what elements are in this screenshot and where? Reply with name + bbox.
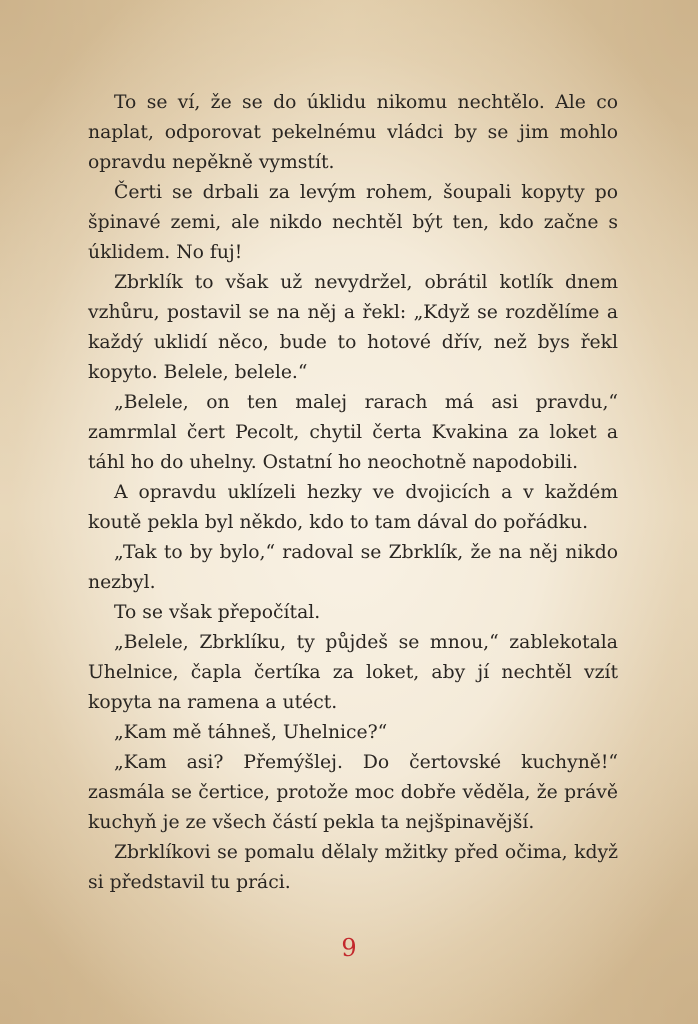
paragraph: Zbrklík to však už nevydržel, obrátil kotlík dnem vzhůru, postavil se na něj a řekl: „Když se rozdělíme a každý uklidí něco, bude to hotové dřív, než bys řekl kopyto. Belele, belele.“ bbox=[88, 272, 618, 383]
paragraph: „Kam mě táhneš, Uhelnice?“ bbox=[114, 722, 388, 743]
paragraph: To se ví, že se do úklidu nikomu nechtělo. Ale co naplat, odporovat pekelnému vládci by se jim mohlo opravdu nepěkně vymstít. bbox=[88, 92, 618, 173]
paragraph: „Tak to by bylo,“ radoval se Zbrklík, že na něj nikdo nezbyl. bbox=[88, 542, 618, 593]
paragraph: To se však přepočítal. bbox=[114, 602, 321, 623]
page-number: 9 bbox=[341, 934, 357, 962]
body-text bbox=[88, 88, 618, 898]
paragraph: „Kam asi? Přemýšlej. Do čertovské kuchyně!“ zasmála se čertice, protože moc dobře věděla, že právě kuchyň je ze všech částí pekla ta nejšpinavější. bbox=[88, 752, 618, 833]
paragraph: A opravdu uklízeli hezky ve dvojicích a v každém koutě pekla byl někdo, kdo to tam dával do pořádku. bbox=[88, 482, 618, 533]
paragraph: „Belele, on ten malej rarach má asi pravdu,“ zamrmlal čert Pecolt, chytil čerta Kvakina za loket a táhl ho do uhelny. Ostatní ho neochotně napodobili. bbox=[88, 392, 618, 473]
paragraph: Čerti se drbali za levým rohem, šoupali kopyty po špinavé zemi, ale nikdo nechtěl být ten, kdo začne s úklidem. No fuj! bbox=[88, 182, 618, 263]
paragraph: „Belele, Zbrklíku, ty půjdeš se mnou,“ zablekotala Uhelnice, čapla čertíka za loket, aby jí nechtěl vzít kopyta na ramena a utéct. bbox=[88, 632, 618, 713]
paragraph: Zbrklíkovi se pomalu dělaly mžitky před očima, když si představil tu práci. bbox=[88, 842, 618, 893]
